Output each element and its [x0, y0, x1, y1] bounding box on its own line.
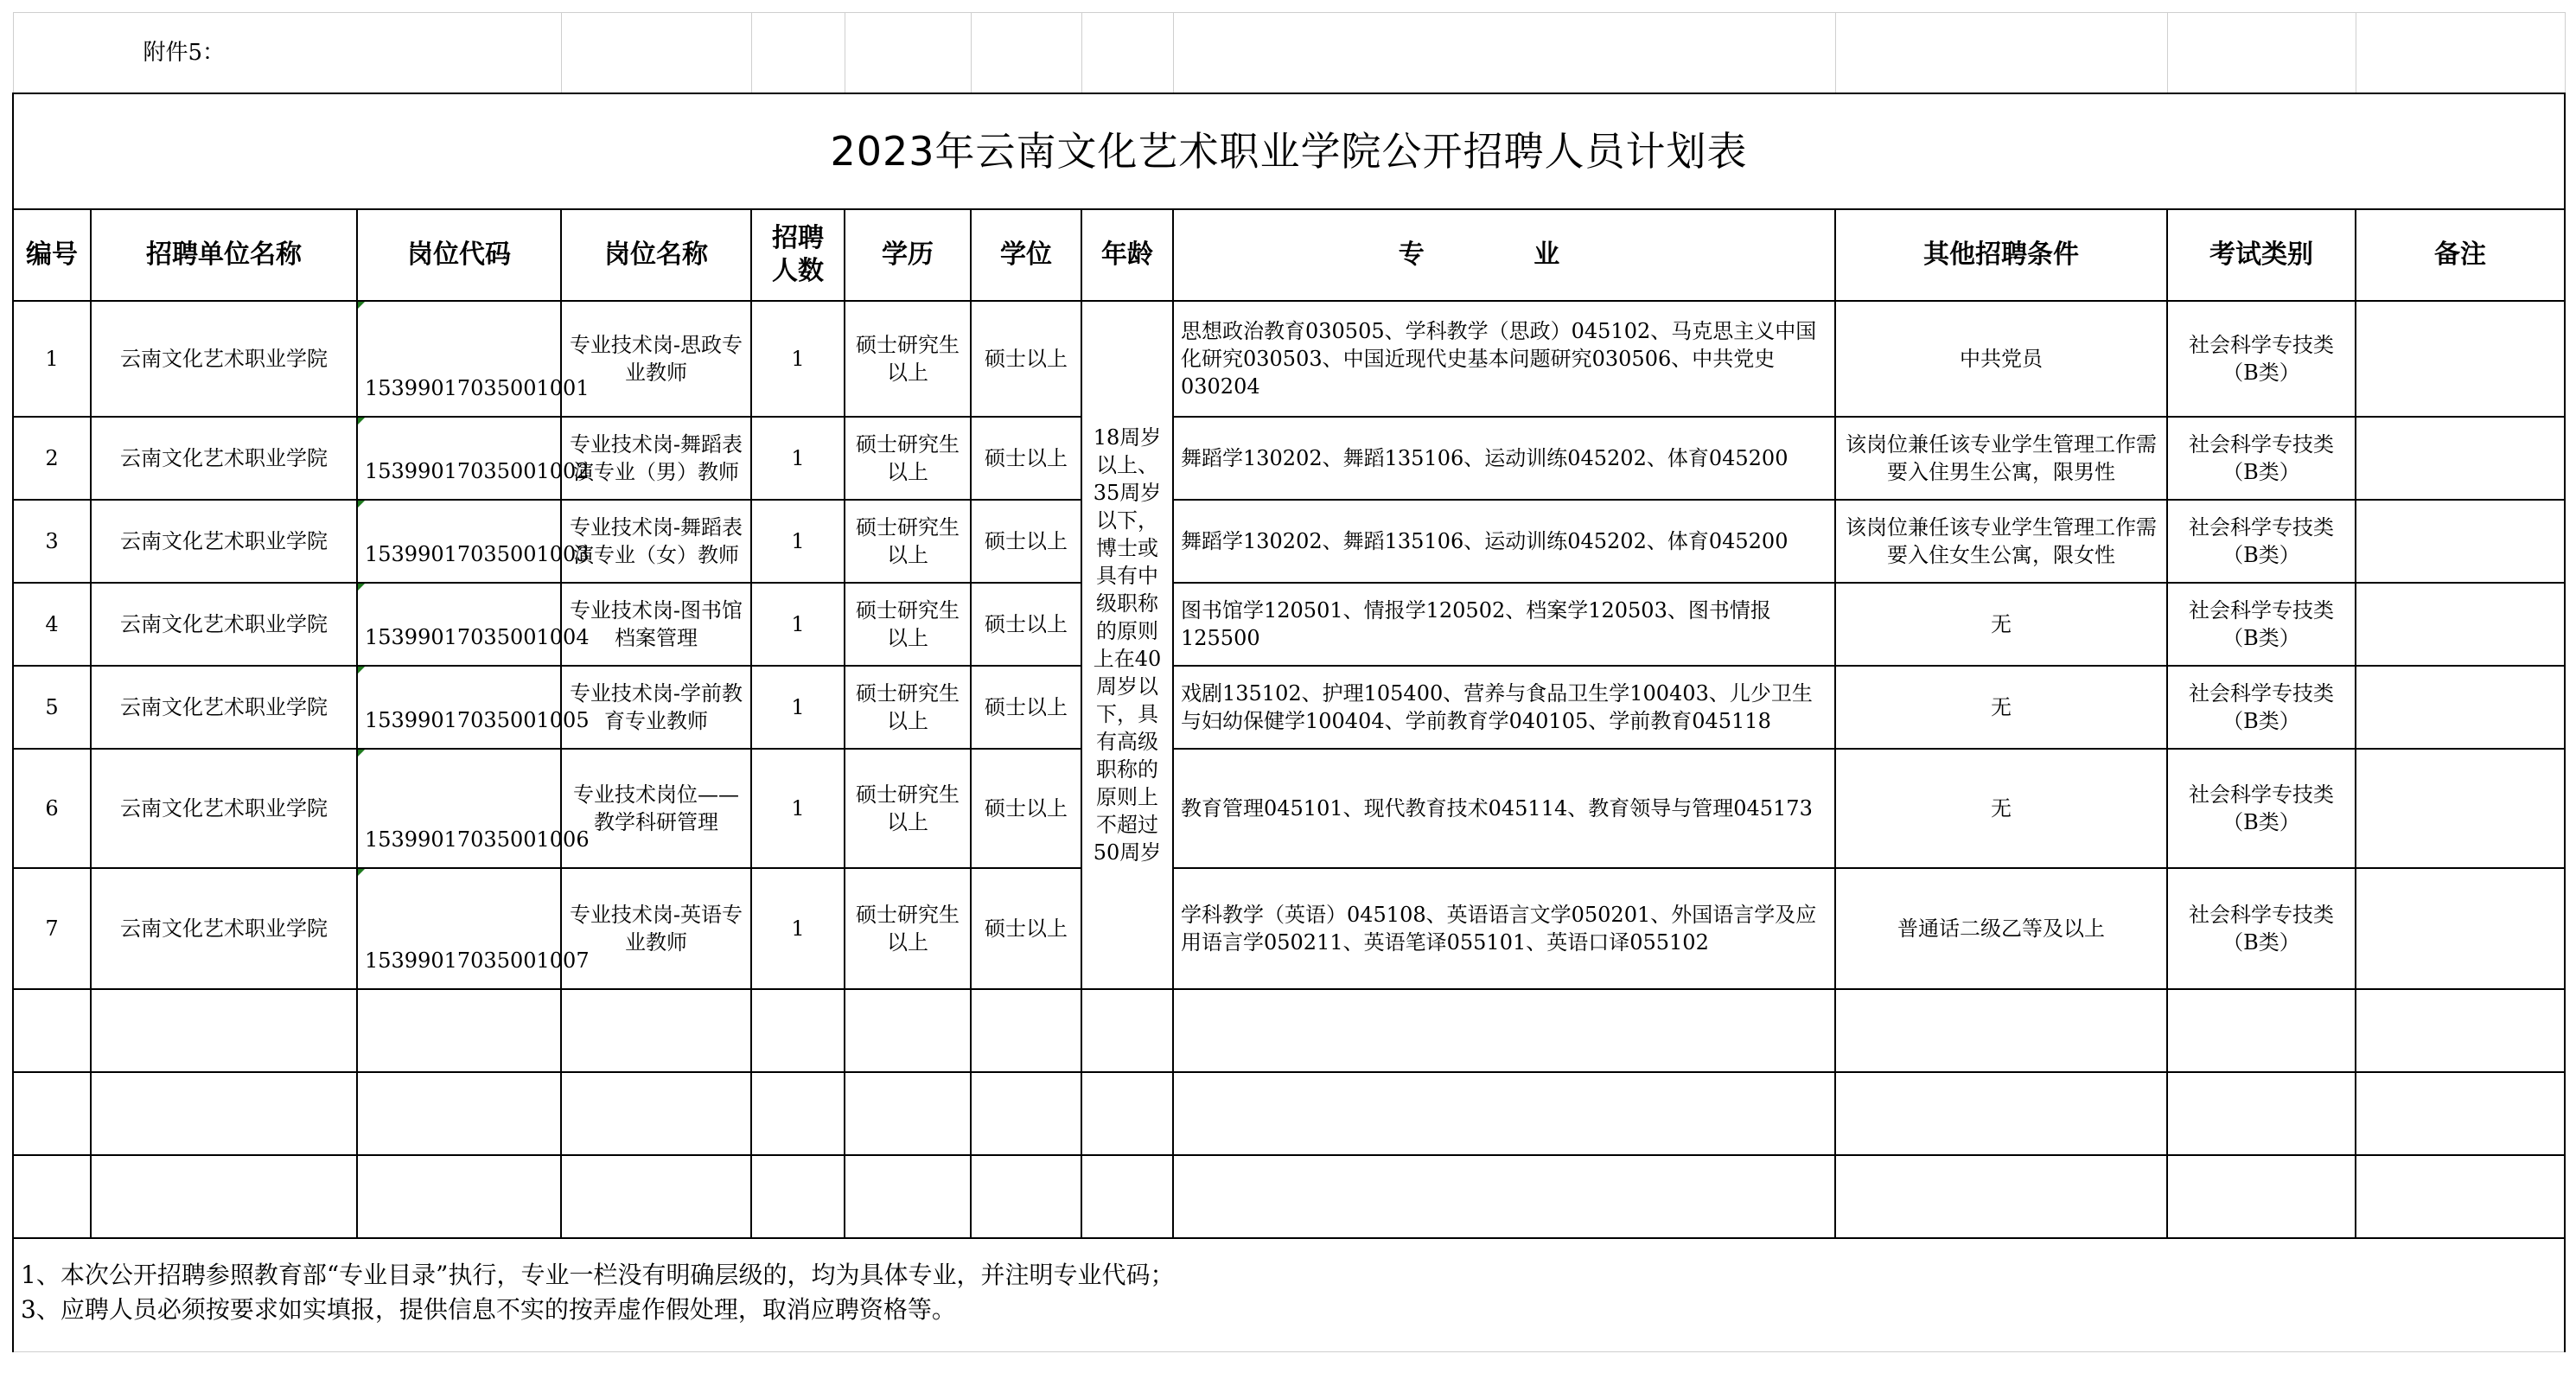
- row-remark: [2356, 417, 2565, 500]
- row-unit-name: 云南文化艺术职业学院: [91, 868, 357, 989]
- header-remark: 备注: [2356, 209, 2565, 301]
- row-number: 7: [13, 868, 91, 989]
- row-remark: [2356, 301, 2565, 417]
- row-exam-type: 社会科学专技类（B类）: [2167, 500, 2356, 583]
- empty-row: [13, 989, 2565, 1072]
- row-unit-name: 云南文化艺术职业学院: [91, 417, 357, 500]
- attachment-row: [13, 13, 2565, 94]
- row-count: 1: [751, 301, 845, 417]
- row-major: 思想政治教育030505、学科教学（思政）045102、马克思主义中国化研究030503、中国近现代史基本问题研究030506、中共党史030204: [1173, 301, 1835, 417]
- row-other-conditions: 无: [1835, 749, 2167, 868]
- row-post-name: 专业技术岗-学前教育专业教师: [561, 666, 751, 749]
- row-number: 6: [13, 749, 91, 868]
- row-major: 戏剧135102、护理105400、营养与食品卫生学100403、儿少卫生与妇幼保健学100404、学前教育学040105、学前教育045118: [1173, 666, 1835, 749]
- header-other-conditions: 其他招聘条件: [1835, 209, 2167, 301]
- row-unit-name: 云南文化艺术职业学院: [91, 301, 357, 417]
- row-education: 硕士研究生以上: [845, 666, 971, 749]
- table-row: [13, 417, 2565, 500]
- table-row: [13, 301, 2565, 417]
- header-code: 岗位代码: [357, 209, 561, 301]
- row-number: 5: [13, 666, 91, 749]
- data-rows: [13, 301, 2565, 989]
- row-remark: [2356, 749, 2565, 868]
- table-row: [13, 500, 2565, 583]
- row-number: 3: [13, 500, 91, 583]
- row-count: 1: [751, 417, 845, 500]
- row-post-code: 15399017035001003: [357, 500, 561, 583]
- header-degree: 学位: [971, 209, 1081, 301]
- row-exam-type: 社会科学专技类（B类）: [2167, 749, 2356, 868]
- row-count: 1: [751, 583, 845, 666]
- header-no: 编号: [13, 209, 91, 301]
- row-post-code: 15399017035001007: [357, 868, 561, 989]
- row-exam-type: 社会科学专技类（B类）: [2167, 666, 2356, 749]
- row-unit-name: 云南文化艺术职业学院: [91, 500, 357, 583]
- row-count: 1: [751, 749, 845, 868]
- note-line: 3、应聘人员必须按要求如实填报，提供信息不实的按弄虚作假处理，取消应聘资格等。: [21, 1295, 956, 1324]
- row-number: 4: [13, 583, 91, 666]
- table-row: [13, 868, 2565, 989]
- header-count: 招聘人数: [751, 209, 845, 301]
- empty-row: [13, 1072, 2565, 1155]
- row-other-conditions: 该岗位兼任该专业学生管理工作需要入住男生公寓，限男性: [1835, 417, 2167, 500]
- row-remark: [2356, 868, 2565, 989]
- row-education: 硕士研究生以上: [845, 417, 971, 500]
- recruitment-plan-table: [12, 12, 2566, 1352]
- row-remark: [2356, 666, 2565, 749]
- row-education: 硕士研究生以上: [845, 583, 971, 666]
- row-number: 2: [13, 417, 91, 500]
- row-unit-name: 云南文化艺术职业学院: [91, 583, 357, 666]
- row-post-name: 专业技术岗-舞蹈表演专业（男）教师: [561, 417, 751, 500]
- table-row: [13, 666, 2565, 749]
- row-count: 1: [751, 868, 845, 989]
- row-other-conditions: 中共党员: [1835, 301, 2167, 417]
- row-exam-type: 社会科学专技类（B类）: [2167, 301, 2356, 417]
- row-exam-type: 社会科学专技类（B类）: [2167, 868, 2356, 989]
- row-degree: 硕士以上: [971, 301, 1081, 417]
- row-post-code: 15399017035001002: [357, 417, 561, 500]
- row-other-conditions: 普通话二级乙等及以上: [1835, 868, 2167, 989]
- header-exam-type: 考试类别: [2167, 209, 2356, 301]
- row-post-name: 专业技术岗-图书馆档案管理: [561, 583, 751, 666]
- row-number: 1: [13, 301, 91, 417]
- notes-row: [13, 1238, 2565, 1352]
- row-degree: 硕士以上: [971, 500, 1081, 583]
- header-age: 年龄: [1081, 209, 1173, 301]
- row-degree: 硕士以上: [971, 749, 1081, 868]
- row-post-code: 15399017035001005: [357, 666, 561, 749]
- header-row: [13, 209, 2565, 301]
- row-degree: 硕士以上: [971, 868, 1081, 989]
- header-unit: 招聘单位名称: [91, 209, 357, 301]
- row-remark: [2356, 583, 2565, 666]
- row-major: 舞蹈学130202、舞蹈135106、运动训练045202、体育045200: [1173, 500, 1835, 583]
- row-major: 舞蹈学130202、舞蹈135106、运动训练045202、体育045200: [1173, 417, 1835, 500]
- table-row: [13, 583, 2565, 666]
- row-major: 学科教学（英语）045108、英语语言文学050201、外国语言学及应用语言学050211、英语笔译055101、英语口译055102: [1173, 868, 1835, 989]
- row-other-conditions: 该岗位兼任该专业学生管理工作需要入住女生公寓，限女性: [1835, 500, 2167, 583]
- row-other-conditions: 无: [1835, 583, 2167, 666]
- header-education: 学历: [845, 209, 971, 301]
- row-major: 教育管理045101、现代教育技术045114、教育领导与管理045173: [1173, 749, 1835, 868]
- note-line: 1、本次公开招聘参照教育部“专业目录”执行，专业一栏没有明确层级的，均为具体专业，并注明专业代码；: [21, 1261, 1175, 1289]
- row-post-name: 专业技术岗位——教学科研管理: [561, 749, 751, 868]
- row-post-name: 专业技术岗-舞蹈表演专业（女）教师: [561, 500, 751, 583]
- table-title: 2023年云南文化艺术职业学院公开招聘人员计划表: [13, 93, 2565, 209]
- attachment-label: 附件5：: [13, 13, 561, 94]
- row-post-code: 15399017035001001: [357, 301, 561, 417]
- empty-row: [13, 1155, 2565, 1238]
- row-education: 硕士研究生以上: [845, 500, 971, 583]
- row-unit-name: 云南文化艺术职业学院: [91, 749, 357, 868]
- row-degree: 硕士以上: [971, 417, 1081, 500]
- row-post-code: 15399017035001004: [357, 583, 561, 666]
- age-requirement: 18周岁以上、35周岁以下，博士或具有中级职称的原则上在40周岁以下，具有高级职称的原则上不超过50周岁: [1081, 301, 1173, 989]
- row-other-conditions: 无: [1835, 666, 2167, 749]
- row-post-name: 专业技术岗-英语专业教师: [561, 868, 751, 989]
- row-degree: 硕士以上: [971, 583, 1081, 666]
- row-education: 硕士研究生以上: [845, 301, 971, 417]
- row-exam-type: 社会科学专技类（B类）: [2167, 417, 2356, 500]
- row-count: 1: [751, 500, 845, 583]
- row-post-name: 专业技术岗-思政专业教师: [561, 301, 751, 417]
- table-row: [13, 749, 2565, 868]
- row-post-code: 15399017035001006: [357, 749, 561, 868]
- row-remark: [2356, 500, 2565, 583]
- row-education: 硕士研究生以上: [845, 868, 971, 989]
- row-unit-name: 云南文化艺术职业学院: [91, 666, 357, 749]
- row-exam-type: 社会科学专技类（B类）: [2167, 583, 2356, 666]
- header-post: 岗位名称: [561, 209, 751, 301]
- row-education: 硕士研究生以上: [845, 749, 971, 868]
- header-major: 专 业: [1173, 209, 1835, 301]
- row-count: 1: [751, 666, 845, 749]
- row-major: 图书馆学120501、情报学120502、档案学120503、图书情报125500: [1173, 583, 1835, 666]
- row-degree: 硕士以上: [971, 666, 1081, 749]
- title-row: [13, 93, 2565, 209]
